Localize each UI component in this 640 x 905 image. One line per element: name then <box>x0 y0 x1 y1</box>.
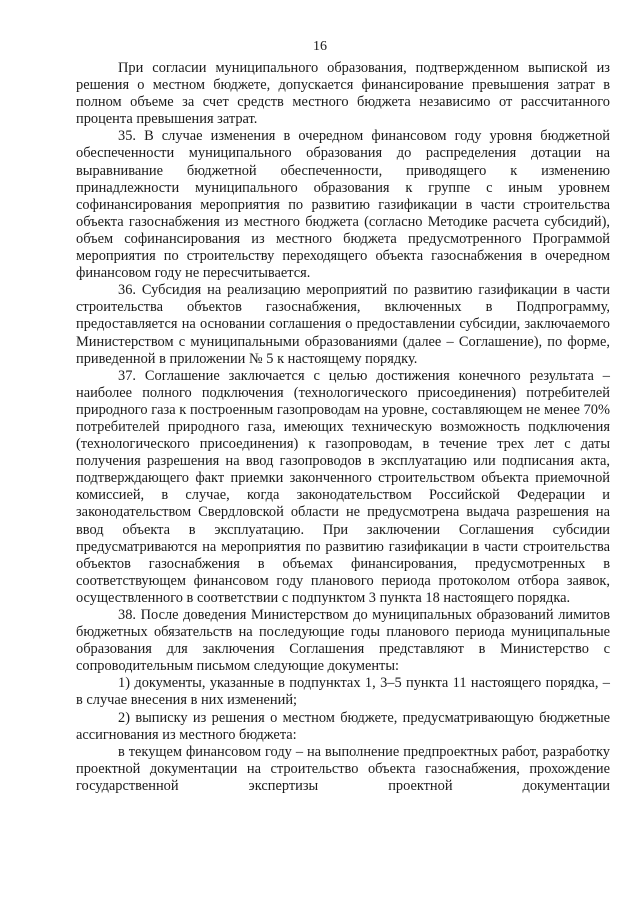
paragraph-subitem-2: 2) выписку из решения о местном бюджете, предусматривающую бюджетные ассигнования из местного бюджета: <box>76 709 610 743</box>
document-body <box>76 60 610 795</box>
paragraph-subitem-1: 1) документы, указанные в подпунктах 1, 3–5 пункта 11 настоящего порядка, – в случае внесения в них изменений; <box>76 675 610 709</box>
paragraph-item-36: 36. Субсидия на реализацию мероприятий по развитию газификации в части строительства объектов газоснабжения, включенных в Подпрограмму, предоставляется на основании соглашения о предоставлении субсидии, заключаемого Министерством с муниципальными образованиями (далее – Соглашение), по форме, приведенной в приложении № 5 к настоящему порядку. <box>76 282 610 367</box>
page-number: 16 <box>313 39 327 54</box>
paragraph-item-38: 38. После доведения Министерством до муниципальных образований лимитов бюджетных обязательств на последующие годы планового периода муниципальные образования для заключения Соглашения представляют в Министерство с сопроводительным письмом следующие документы: <box>76 607 610 675</box>
paragraph-approval-excess: При согласии муниципального образования, подтвержденном выпиской из решения о местном бюджете, допускается финансирование превышения затрат в полном объеме за счет средств местного бюджета независимо от рассчитанного процента превышения затрат. <box>76 60 610 128</box>
paragraph-current-year: в текущем финансовом году – на выполнение предпроектных работ, разработку проектной документации на строительство объекта газоснабжения, прохождение государственной экспертизы проектной документации <box>76 743 610 794</box>
paragraph-item-35: 35. В случае изменения в очередном финансовом году уровня бюджетной обеспеченности муниципального образования до распределения дотации на выравнивание бюджетной обеспеченности, приводящего к изменению принадлежности муниципального образования к группе с иным уровнем софинансирования мероприятия по развитию газификации в части строительства объекта газоснабжения из местного бюджета (согласно Методике расчета субсидий), объем софинансирования из местного бюджета предусмотренного Программой мероприятия по строительству переходящего объекта газоснабжения в очередном финансовом году не пересчитывается. <box>76 128 610 282</box>
paragraph-item-37: 37. Соглашение заключается с целью достижения конечного результата – наиболее полного подключения (технологического присоединения) потребителей природного газа к построенным газопроводам на уровне, составляющем не менее 70% потребителей природного газа, имеющих техническую возможность подключения (технологического присоединения) к газопроводам, в течение трех лет с даты получения разрешения на ввод газопроводов в эксплуатацию или подписания акта, подтверждающего факт приемки законченного строительством объекта приемочной комиссией, в случае, когда законодательством Российской Федерации и законодательством Свердловской области не предусмотрена выдача разрешения на ввод объекта в эксплуатацию. При заключении Соглашения субсидии предусматриваются на мероприятия по развитию газификации в части строительства объектов газоснабжения в объемах финансирования, предусмотренных в соответствующем финансовом году планового периода протоколом отбора заявок, осуществленного в соответствии с подпунктом 3 пункта 18 настоящего порядка. <box>76 367 610 606</box>
